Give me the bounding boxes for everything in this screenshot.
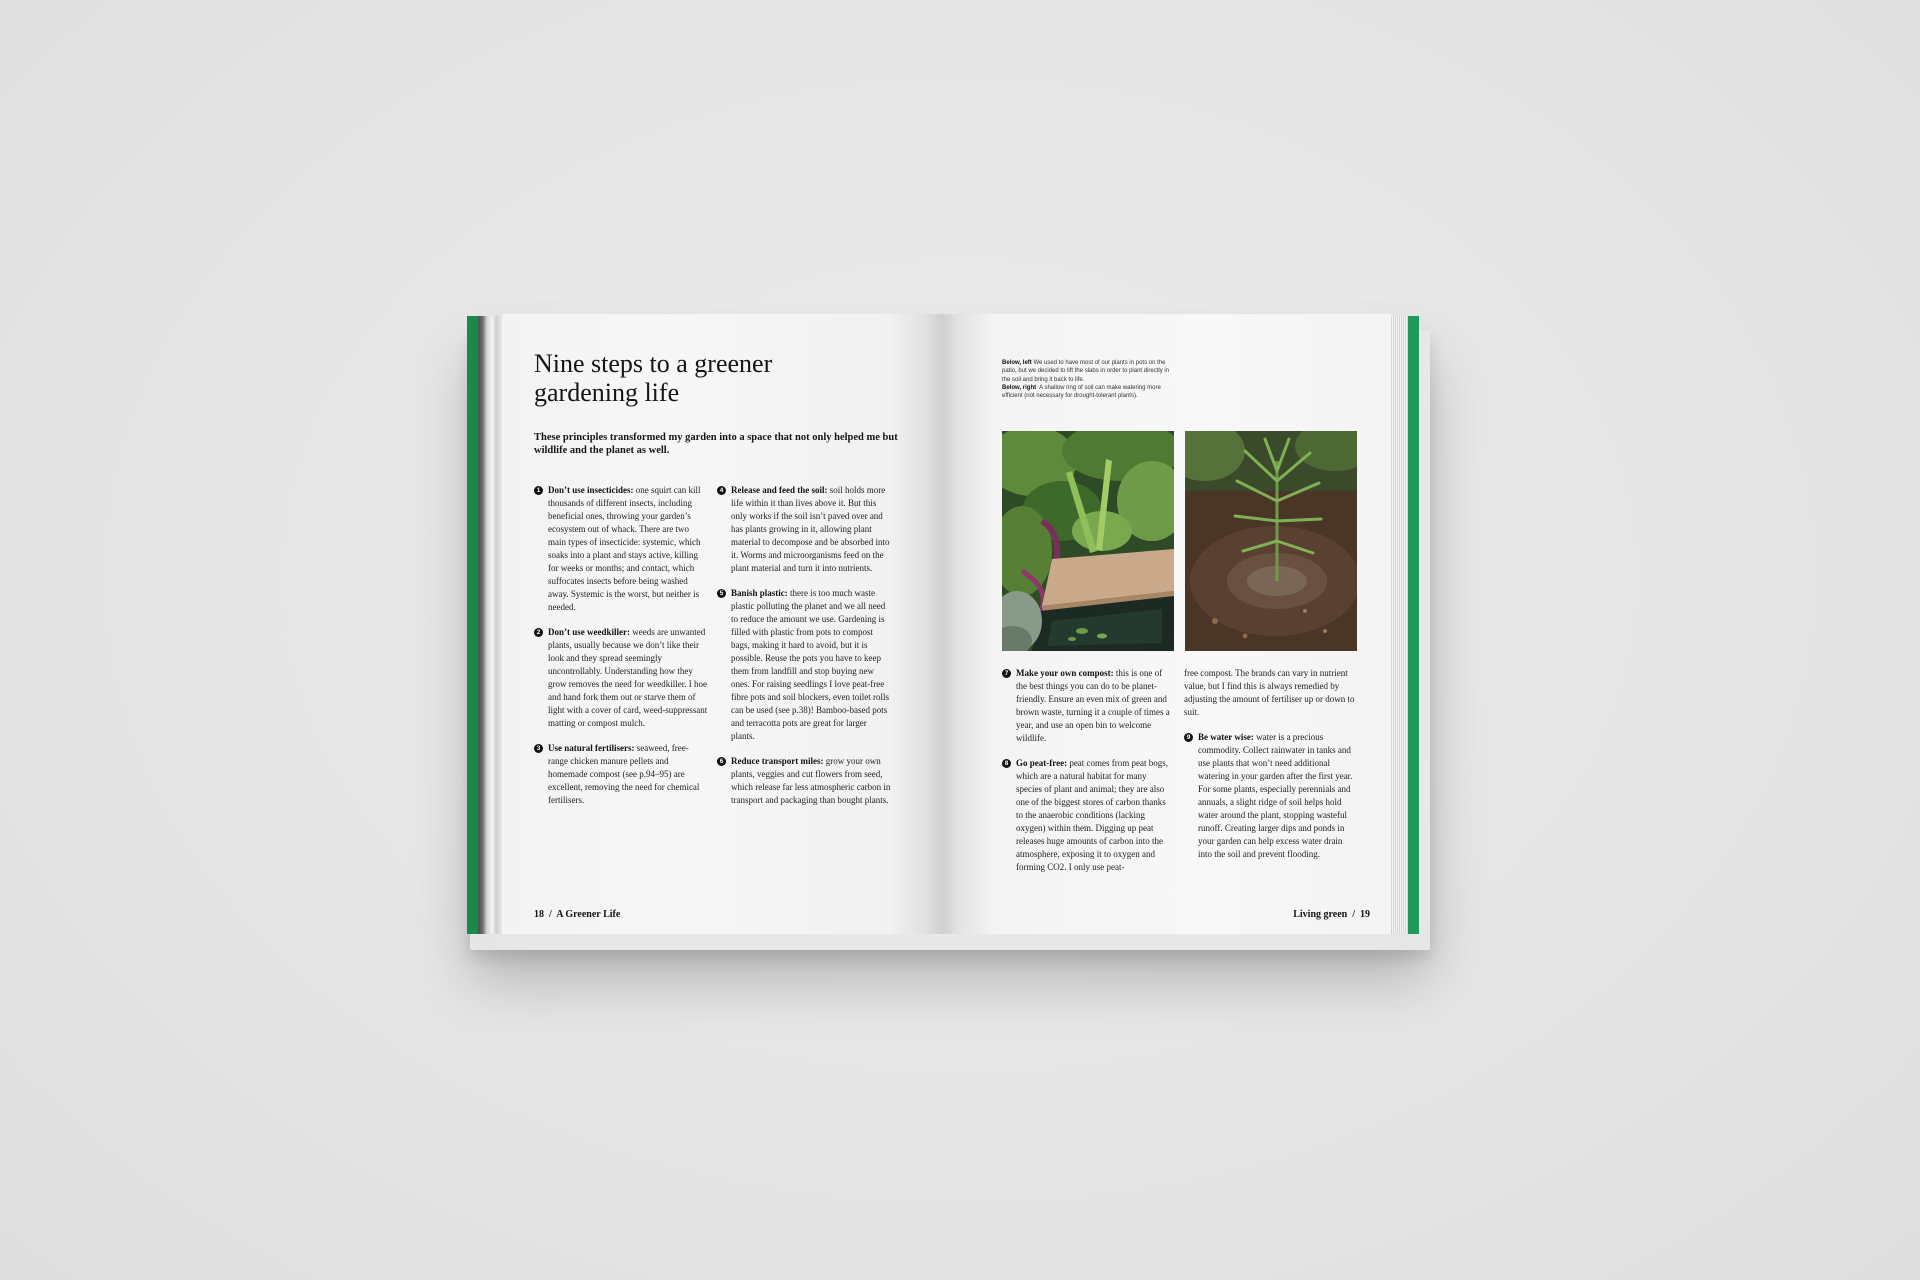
garden-pond-illustration <box>1002 431 1174 651</box>
step-text: water is a precious commodity. Collect rainwater in tanks and use plants that won’t need additional watering in your garden after the first year. For some plants, especially perennials and annuals, a slight ridge of soil helps hold water around the plant, stopping wasteful runoff. Creating larger dips and ponds in your garden can help excess water drain into the soil and prevent flooding. <box>1198 732 1353 859</box>
column-4 <box>1184 667 1356 873</box>
step-number-badge: 5 <box>717 589 726 598</box>
caption-label-right: Below, right <box>1002 384 1037 391</box>
step-number-badge: 9 <box>1184 733 1193 742</box>
step-heading: Don’t use weedkiller: <box>548 627 630 637</box>
page-title: Nine steps to a greener gardening life <box>534 349 773 407</box>
column-3 <box>1002 667 1174 886</box>
step-text: weeds are unwanted plants, usually because we don’t like their look and they spread seemingly uncontrollably. Understanding how they grow removes the need for weedkiller. I hoe and hand fork them out or starve them of light with a cover of card, weed-suppressant matting or compost mulch. <box>548 627 708 728</box>
step-8-continued <box>1184 667 1356 719</box>
photo-caption <box>1002 359 1177 400</box>
continuation-text: free compost. The brands can vary in nutrient value, but I find this is always remedied by adjusting the amount of fertiliser up or down to suit. <box>1184 668 1355 717</box>
step-text: soil holds more life within it than lives above it. But this only works if the soil isn’t paved over and has plants growing in it, allowing plant material to decompose and be absorbed into it. Worms and microorganisms feed on the plant material and turn it into nutrients. <box>731 485 890 573</box>
step-2 <box>534 626 708 730</box>
step-text: this is one of the best things you can do to be planet-friendly. Ensure an even mix of green and brown waste, turning it a couple of times a year, and use an open bin to welcome wildlife. <box>1016 668 1170 743</box>
step-number-badge: 2 <box>534 628 543 637</box>
right-page <box>942 314 1392 934</box>
garden-pond-photo <box>1002 431 1174 651</box>
column-1 <box>534 484 708 819</box>
seedling-soil-photo <box>1185 431 1357 651</box>
step-heading: Release and feed the soil: <box>731 485 828 495</box>
page-folio-left: 18 / A Greener Life <box>534 909 621 920</box>
step-number-badge: 6 <box>717 757 726 766</box>
step-number-badge: 4 <box>717 486 726 495</box>
step-7 <box>1002 667 1174 745</box>
page-folio-right: Living green / 19 <box>1293 909 1370 920</box>
caption-label-left: Below, left <box>1002 360 1032 366</box>
step-number-badge: 8 <box>1002 759 1011 768</box>
step-5 <box>717 587 891 743</box>
step-heading: Use natural fertilisers: <box>548 743 635 753</box>
step-number-badge: 1 <box>534 486 543 495</box>
step-text: seaweed, free-range chicken manure pellets and homemade compost (see p.94–95) are excellent, removing the need for chemical fertilisers. <box>548 743 700 805</box>
step-number-badge: 7 <box>1002 669 1011 678</box>
step-heading: Go peat-free: <box>1016 758 1068 768</box>
step-3 <box>534 742 708 807</box>
step-text: grow your own plants, veggies and cut flowers from seed, which release far less atmospheric carbon in transport and packaging than bought plants. <box>731 756 891 805</box>
step-text: there is too much waste plastic polluting the planet and we all need to reduce the amount we use. Gardening is filled with plastic from pots to compost bags, making it hard to avoid, but it is possible. Reuse the pots you have to keep them from landfill and stop buying new ones. For raising seedlings I love peat-free fibre pots and soil blockers, even toilet rolls can be used (see p.38)! Bamboo-based pots and terracotta pots are great for larger plants. <box>731 588 889 741</box>
step-heading: Banish plastic: <box>731 588 788 598</box>
intro-paragraph: These principles transformed my garden into a space that not only helped me but wildlife and the planet as well. <box>534 432 898 456</box>
column-2 <box>717 484 891 819</box>
step-heading: Reduce transport miles: <box>731 756 824 766</box>
step-8 <box>1002 757 1174 874</box>
step-9 <box>1184 731 1356 861</box>
page-stack-left <box>478 316 504 934</box>
step-heading: Make your own compost: <box>1016 668 1114 678</box>
step-heading: Don’t use insecticides: <box>548 485 634 495</box>
step-number-badge: 3 <box>534 744 543 753</box>
step-heading: Be water wise: <box>1198 732 1254 742</box>
left-page <box>502 314 942 934</box>
step-4 <box>717 484 891 575</box>
caption-text-right: A shallow ring of soil can make watering more efficient (not necessary for drought-tolerant plants). <box>1002 384 1163 400</box>
step-text: peat comes from peat bogs, which are a natural habitat for many species of plant and animal; they are also one of the biggest stores of carbon thanks to the anaerobic conditions (lacking oxygen) within them. Digging up peat releases huge amounts of carbon into the atmosphere, exposing it to oxygen and forming CO2. I only use peat- <box>1016 758 1169 872</box>
step-1 <box>534 484 708 614</box>
step-6 <box>717 755 891 807</box>
page-stack-right <box>1390 316 1408 934</box>
seedling-soil-illustration <box>1185 431 1357 651</box>
step-text: one squirt can kill thousands of different insects, including beneficial ones, throwing your garden’s ecosystem out of whack. There are two main types of insecticide: systemic, which soaks into a plant and stays active, killing for weeks or months; and contact, which suffocates insects before being washed away. Systemic is the worst, but neither is needed. <box>548 485 701 612</box>
caption-text-left: We used to have most of our plants in pots on the patio, but we decided to lift the slabs in order to plant directly in the soil and bring it back to life. <box>1002 360 1170 383</box>
